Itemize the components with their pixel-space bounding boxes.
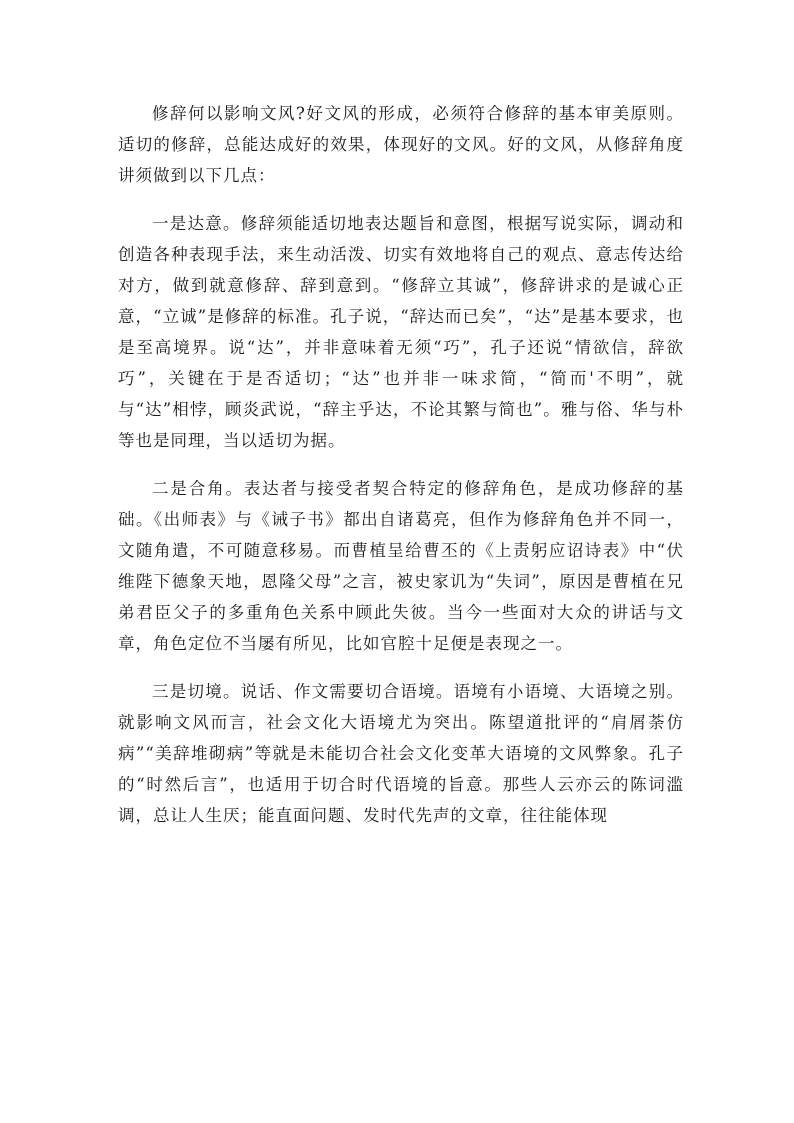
paragraph-fit-role: 二是合角。表达者与接受者契合特定的修辞角色，是成功修辞的基础。《出师表》与《诫子书》都出自诸葛亮，但作为修辞角色并不同一，文随角遣，不可随意移易。而曹植呈给曹丕的《上责躬应诏诗表》中“伏维陛下德象天地，恩隆父母”之言，被史家讥为“失词”，原因是曹植在兄弟君臣父子的多重角色关系中顾此失彼。当今一些面对大众的讲话与文章，角色定位不当屡有所见，比如官腔十足便是表现之一。 — [118, 479, 684, 653]
paragraph-convey-meaning: 一是达意。修辞须能适切地表达题旨和意图，根据写说实际，调动和创造各种表现手法，来生动活泼、切实有效地将自己的观点、意志传达给对方，做到就意修辞、辞到意到。“修辞立其诚”，修辞讲求的是诚心正意，“立诚”是修辞的标准。孔子说，“辞达而已矣”，“达”是基本要求，也是至高境界。说“达”，并非意味着无须“巧”，孔子还说“情欲信，辞欲巧”，关键在于是否适切；“达”也并非一味求简，“简而'不明”，就与“达”相悖，顾炎武说，“辞主乎达，不论其繁与简也”。雅与俗、华与朴等也是同理，当以适切为据。 — [118, 214, 684, 450]
paragraph-intro: 修辞何以影响文风?好文风的形成，必须符合修辞的基本审美原则。适切的修辞，总能达成好的效果，体现好的文风。好的文风，从修辞角度讲须做到以下几点： — [118, 104, 684, 185]
paragraph-fit-context: 三是切境。说话、作文需要切合语境。语境有小语境、大语境之别。就影响文风而言，社会文化大语境尤为突出。陈望道批评的“肩屑荼仿病”“美辞堆砌病”等就是未能切合社会文化变革大语境的文风弊象。孔子的“时然后言”，也适用于切合时代语境的旨意。那些人云亦云的陈词滥调，总让人生厌；能直面问题、发时代先声的文章，往往能体现 — [118, 682, 684, 825]
document-page — [118, 98, 684, 848]
